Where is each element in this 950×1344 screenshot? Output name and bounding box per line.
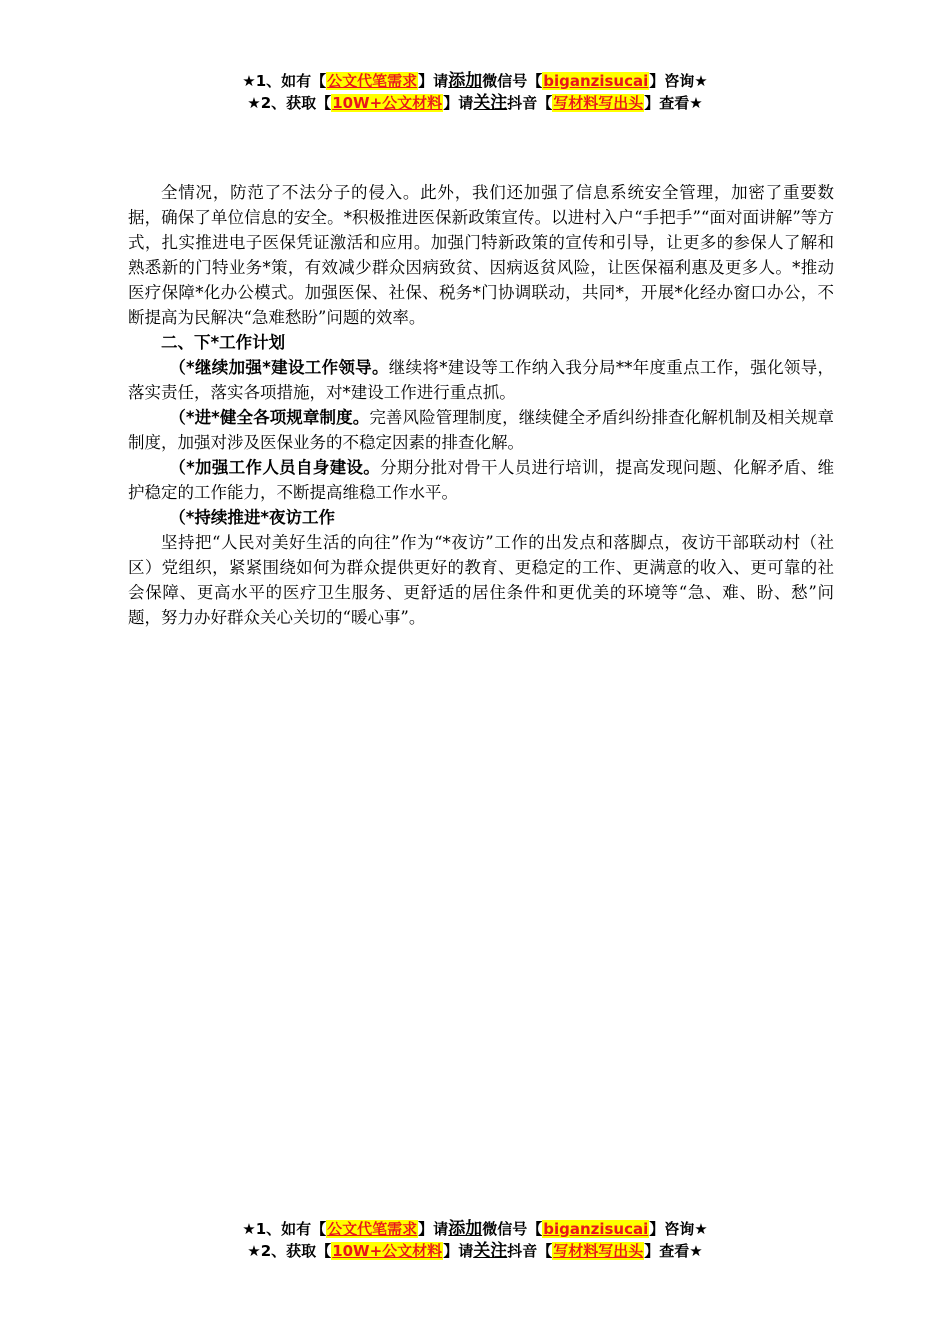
banner-text: 微信号【 — [482, 1220, 543, 1238]
plan-item-3 — [128, 455, 834, 505]
highlight-service: 公文代笔需求 — [327, 72, 418, 90]
highlight-douyin: 写材料写出头 — [553, 94, 644, 112]
plan-item-1-title: （*继续加强*建设工作领导。 — [169, 358, 389, 377]
highlight-materials: 10W+公文材料 — [332, 1242, 443, 1260]
banner-text: 】请 — [443, 1242, 474, 1260]
highlight-wechat-id: biganzisucai — [543, 72, 649, 90]
section-heading-2: 二、下*工作计划 — [161, 333, 286, 352]
banner-line-2 — [0, 92, 950, 114]
paragraph-1: 全情况，防范了不法分子的侵入。此外，我们还加强了信息系统安全管理，加密了重要数据，确保了单位信息的安全。*积极推进医保新政策宣传。以进村入户“手把手”“面对面讲解”等方式，扎实推进电子医保凭证激活和应用。加强门特新政策的宣传和引导，让更多的参保人了解和熟悉新的门特业务*策，有效减少群众因病致贫、因病返贫风险，让医保福利惠及更多人。*推动医疗保障*化办公模式。加强医保、社保、税务*门协调联动，共同*，开展*化经办窗口办公，不断提高为民解决“急难愁盼”问题的效率。 — [128, 183, 834, 327]
banner-text: 】查看★ — [644, 94, 703, 112]
plan-item-3-title: （*加强工作人员自身建设。 — [169, 458, 381, 477]
banner-text: ★1、如有【 — [242, 72, 327, 90]
banner-text: 】请 — [418, 72, 449, 90]
highlight-wechat-id: biganzisucai — [543, 1220, 649, 1238]
banner-line-1 — [0, 1218, 950, 1240]
banner-text: ★2、获取【 — [247, 94, 332, 112]
header-banner — [0, 70, 950, 114]
plan-item-3-text: 分期分批对骨干人员进行培训，提高发现问题、化解矛盾、维护稳定的工作能力，不断提高维稳工作水平。 — [128, 458, 835, 502]
banner-line-1 — [0, 70, 950, 92]
plan-item-2-text: 完善风险管理制度，继续健全矛盾纠纷排查化解机制及相关规章制度，加强对涉及医保业务的不稳定因素的排查化解。 — [128, 408, 835, 452]
banner-line-2 — [0, 1240, 950, 1262]
underlined-add: 添加 — [448, 71, 483, 91]
highlight-materials: 10W+公文材料 — [332, 94, 443, 112]
banner-text: 】查看★ — [644, 1242, 703, 1260]
banner-text: ★1、如有【 — [242, 1220, 327, 1238]
plan-item-1-text: 继续将*建设等工作纳入我分局**年度重点工作，强化领导，落实责任，落实各项措施，对*建设工作进行重点抓。 — [128, 358, 834, 402]
highlight-douyin: 写材料写出头 — [553, 1242, 644, 1260]
banner-text: 】咨询★ — [649, 72, 708, 90]
banner-text: 】请 — [418, 1220, 449, 1238]
plan-item-1 — [128, 355, 834, 405]
footer-banner — [0, 1218, 950, 1262]
highlight-service: 公文代笔需求 — [327, 1220, 418, 1238]
underlined-follow: 关注 — [473, 1241, 508, 1261]
plan-item-2 — [128, 405, 834, 455]
banner-text: 】咨询★ — [649, 1220, 708, 1238]
plan-item-4 — [128, 505, 834, 530]
plan-item-2-title: （*进*健全各项规章制度。 — [169, 408, 370, 427]
document-body — [128, 180, 834, 630]
underlined-add: 添加 — [448, 1219, 483, 1239]
banner-text: 抖音【 — [507, 1242, 553, 1260]
banner-text: 】请 — [443, 94, 474, 112]
paragraph-last: 坚持把“人民对美好生活的向往”作为“*夜访”工作的出发点和落脚点，夜访干部联动村（社区）党组织，紧紧围绕如何为群众提供更好的教育、更稳定的工作、更满意的收入、更可靠的社会保障、更高水平的医疗卫生服务、更舒适的居住条件和更优美的环境等“急、难、盼、愁”问题，努力办好群众关心关切的“暖心事”。 — [128, 533, 834, 627]
underlined-follow: 关注 — [473, 93, 508, 113]
banner-text: 微信号【 — [482, 72, 543, 90]
banner-text: ★2、获取【 — [247, 1242, 332, 1260]
plan-item-4-title: （*持续推进*夜访工作 — [169, 508, 336, 527]
banner-text: 抖音【 — [507, 94, 553, 112]
